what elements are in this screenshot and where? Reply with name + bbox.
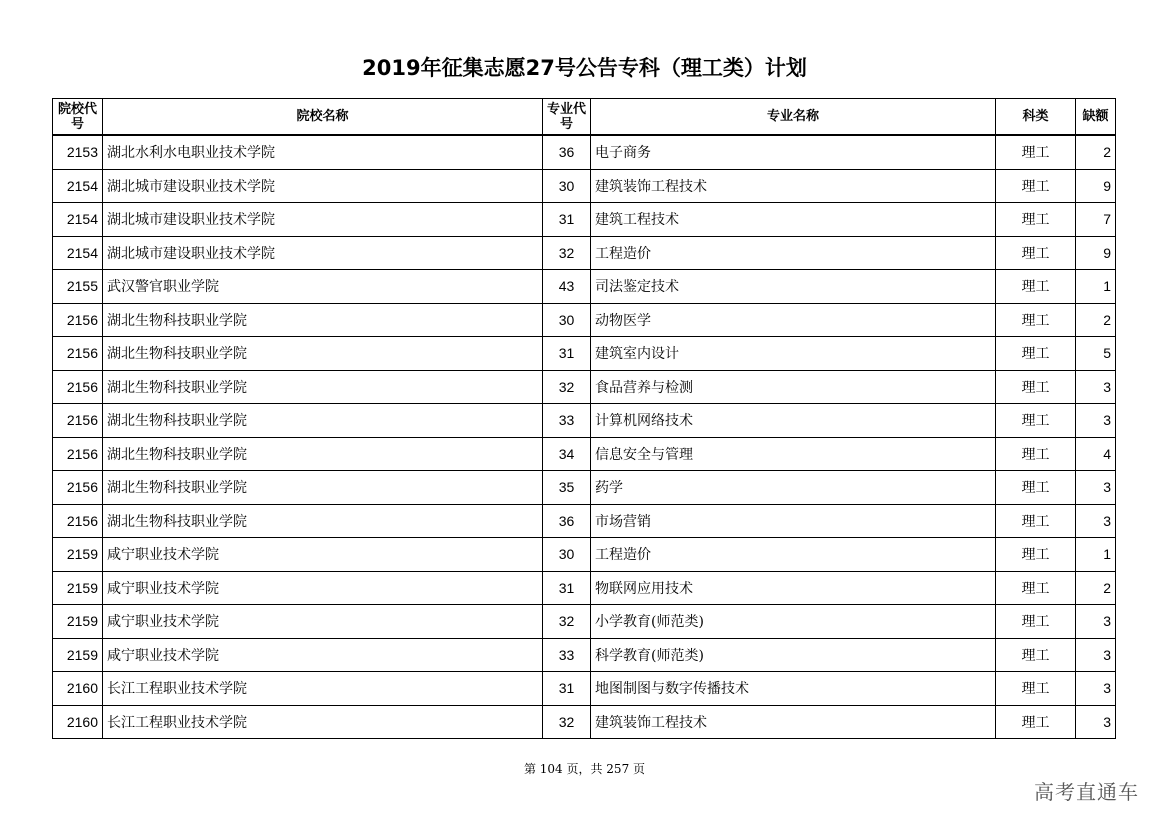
cell-school-name: 湖北城市建设职业技术学院: [103, 203, 543, 237]
cell-major-name: 建筑室内设计: [591, 337, 996, 371]
cell-major-name: 建筑装饰工程技术: [591, 169, 996, 203]
cell-vacancies: 3: [1076, 404, 1116, 438]
cell-category: 理工: [996, 672, 1076, 706]
cell-major-name: 建筑工程技术: [591, 203, 996, 237]
cell-major-code: 36: [543, 504, 591, 538]
cell-school-name: 湖北城市建设职业技术学院: [103, 236, 543, 270]
cell-major-name: 司法鉴定技术: [591, 270, 996, 304]
cell-category: 理工: [996, 437, 1076, 471]
cell-category: 理工: [996, 605, 1076, 639]
header-school-name: 院校名称: [103, 99, 543, 136]
cell-vacancies: 2: [1076, 135, 1116, 169]
cell-school-name: 湖北生物科技职业学院: [103, 303, 543, 337]
table-body: [53, 135, 1116, 739]
cell-school-name: 湖北生物科技职业学院: [103, 370, 543, 404]
cell-vacancies: 9: [1076, 236, 1116, 270]
cell-major-name: 信息安全与管理: [591, 437, 996, 471]
cell-vacancies: 9: [1076, 169, 1116, 203]
table-row: [53, 236, 1116, 270]
cell-major-code: 32: [543, 705, 591, 739]
cell-vacancies: 3: [1076, 370, 1116, 404]
cell-vacancies: 1: [1076, 538, 1116, 572]
cell-major-code: 30: [543, 303, 591, 337]
cell-school-name: 长江工程职业技术学院: [103, 672, 543, 706]
page-footer: 第 104 页，共 257 页: [523, 762, 646, 776]
header-category: 科类: [996, 99, 1076, 136]
cell-vacancies: 3: [1076, 705, 1116, 739]
cell-school-name: 武汉警官职业学院: [103, 270, 543, 304]
cell-school-name: 湖北生物科技职业学院: [103, 404, 543, 438]
cell-category: 理工: [996, 571, 1076, 605]
cell-school-code: 2155: [53, 270, 103, 304]
cell-school-code: 2154: [53, 203, 103, 237]
cell-school-code: 2159: [53, 538, 103, 572]
plan-table: [52, 98, 1116, 739]
cell-school-name: 咸宁职业技术学院: [103, 638, 543, 672]
table-row: [53, 203, 1116, 237]
cell-major-code: 32: [543, 605, 591, 639]
header-school-code: 院校代号: [53, 99, 103, 136]
cell-school-code: 2154: [53, 236, 103, 270]
cell-vacancies: 3: [1076, 471, 1116, 505]
cell-vacancies: 5: [1076, 337, 1116, 371]
cell-major-code: 31: [543, 571, 591, 605]
cell-vacancies: 1: [1076, 270, 1116, 304]
cell-major-code: 33: [543, 638, 591, 672]
cell-school-code: 2156: [53, 303, 103, 337]
cell-school-name: 咸宁职业技术学院: [103, 571, 543, 605]
cell-school-code: 2156: [53, 437, 103, 471]
cell-major-code: 30: [543, 169, 591, 203]
cell-category: 理工: [996, 370, 1076, 404]
header-major-name: 专业名称: [591, 99, 996, 136]
cell-school-code: 2159: [53, 638, 103, 672]
cell-major-code: 35: [543, 471, 591, 505]
cell-school-code: 2156: [53, 504, 103, 538]
cell-major-code: 32: [543, 370, 591, 404]
cell-category: 理工: [996, 203, 1076, 237]
table-row: [53, 437, 1116, 471]
cell-major-code: 32: [543, 236, 591, 270]
cell-school-code: 2156: [53, 404, 103, 438]
cell-major-code: 33: [543, 404, 591, 438]
cell-vacancies: 4: [1076, 437, 1116, 471]
cell-school-code: 2153: [53, 135, 103, 169]
cell-school-name: 湖北生物科技职业学院: [103, 337, 543, 371]
cell-major-name: 动物医学: [591, 303, 996, 337]
cell-vacancies: 2: [1076, 303, 1116, 337]
cell-category: 理工: [996, 638, 1076, 672]
cell-major-code: 31: [543, 337, 591, 371]
table-row: [53, 135, 1116, 169]
cell-school-name: 咸宁职业技术学院: [103, 605, 543, 639]
cell-major-name: 地图制图与数字传播技术: [591, 672, 996, 706]
cell-school-code: 2160: [53, 672, 103, 706]
cell-vacancies: 7: [1076, 203, 1116, 237]
cell-category: 理工: [996, 236, 1076, 270]
table-row: [53, 672, 1116, 706]
table-row: [53, 337, 1116, 371]
cell-category: 理工: [996, 504, 1076, 538]
cell-category: 理工: [996, 169, 1076, 203]
cell-school-name: 湖北生物科技职业学院: [103, 437, 543, 471]
cell-major-name: 物联网应用技术: [591, 571, 996, 605]
table-row: [53, 169, 1116, 203]
watermark: 高考直通车: [1034, 780, 1139, 804]
cell-school-name: 湖北水利水电职业技术学院: [103, 135, 543, 169]
table-row: [53, 504, 1116, 538]
cell-school-name: 湖北城市建设职业技术学院: [103, 169, 543, 203]
cell-major-name: 食品营养与检测: [591, 370, 996, 404]
cell-school-name: 咸宁职业技术学院: [103, 538, 543, 572]
cell-major-name: 市场营销: [591, 504, 996, 538]
cell-vacancies: 3: [1076, 672, 1116, 706]
cell-school-code: 2159: [53, 605, 103, 639]
page-title: 2019年征集志愿27号公告专科（理工类）计划: [362, 56, 807, 80]
cell-category: 理工: [996, 471, 1076, 505]
cell-vacancies: 2: [1076, 571, 1116, 605]
table-row: [53, 605, 1116, 639]
cell-school-name: 湖北生物科技职业学院: [103, 471, 543, 505]
cell-vacancies: 3: [1076, 504, 1116, 538]
table-row: [53, 471, 1116, 505]
cell-category: 理工: [996, 705, 1076, 739]
cell-category: 理工: [996, 538, 1076, 572]
cell-school-code: 2159: [53, 571, 103, 605]
cell-major-name: 小学教育(师范类): [591, 605, 996, 639]
cell-category: 理工: [996, 135, 1076, 169]
table-row: [53, 270, 1116, 304]
cell-major-code: 30: [543, 538, 591, 572]
cell-major-name: 建筑装饰工程技术: [591, 705, 996, 739]
cell-vacancies: 3: [1076, 605, 1116, 639]
cell-major-code: 36: [543, 135, 591, 169]
cell-major-code: 31: [543, 203, 591, 237]
cell-major-code: 31: [543, 672, 591, 706]
cell-school-name: 长江工程职业技术学院: [103, 705, 543, 739]
table-row: [53, 370, 1116, 404]
cell-major-name: 电子商务: [591, 135, 996, 169]
cell-school-code: 2160: [53, 705, 103, 739]
table-row: [53, 571, 1116, 605]
table-header-row: [53, 99, 1116, 136]
header-major-code: 专业代号: [543, 99, 591, 136]
cell-major-code: 34: [543, 437, 591, 471]
table-row: [53, 705, 1116, 739]
cell-major-name: 药学: [591, 471, 996, 505]
cell-school-code: 2156: [53, 471, 103, 505]
cell-vacancies: 3: [1076, 638, 1116, 672]
cell-major-name: 工程造价: [591, 236, 996, 270]
table-row: [53, 303, 1116, 337]
cell-school-name: 湖北生物科技职业学院: [103, 504, 543, 538]
cell-school-code: 2154: [53, 169, 103, 203]
header-vacancies: 缺额: [1076, 99, 1116, 136]
cell-category: 理工: [996, 270, 1076, 304]
cell-category: 理工: [996, 303, 1076, 337]
cell-category: 理工: [996, 404, 1076, 438]
cell-category: 理工: [996, 337, 1076, 371]
table-row: [53, 638, 1116, 672]
table-row: [53, 538, 1116, 572]
cell-major-name: 科学教育(师范类): [591, 638, 996, 672]
cell-major-name: 工程造价: [591, 538, 996, 572]
table-row: [53, 404, 1116, 438]
cell-school-code: 2156: [53, 337, 103, 371]
cell-major-name: 计算机网络技术: [591, 404, 996, 438]
cell-school-code: 2156: [53, 370, 103, 404]
cell-major-code: 43: [543, 270, 591, 304]
